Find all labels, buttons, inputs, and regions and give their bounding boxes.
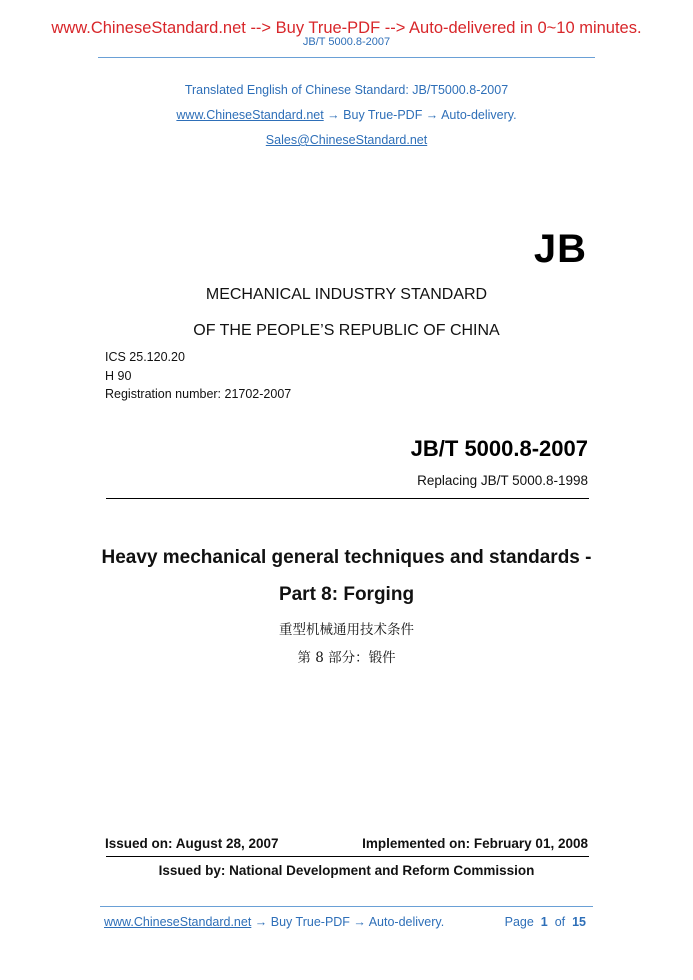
part-title-chinese: 第 8 部分：锻件 [297, 650, 396, 666]
footer-divider [100, 906, 593, 907]
title-chinese: 重型机械通用技术条件 [279, 622, 414, 638]
dates-divider [106, 856, 589, 857]
org-line-2: OF THE PEOPLE’S REPUBLIC OF CHINA [193, 322, 500, 339]
header-divider [98, 57, 595, 58]
title-english: Heavy mechanical general techniques and standards - [101, 547, 592, 568]
sales-email-link[interactable]: Sales@ChineseStandard.net [265, 133, 428, 147]
class-code: H 90 [105, 369, 132, 383]
ics-code: ICS 25.120.20 [105, 350, 185, 364]
jb-logo: JB [533, 227, 587, 271]
top-banner[interactable]: www.ChineseStandard.net --> Buy True-PDF --> Auto-delivered in 0~10 minutes. [51, 19, 642, 37]
registration-number: Registration number: 21702-2007 [105, 387, 292, 401]
site-link[interactable]: www.ChineseStandard.net [176, 108, 324, 122]
standard-number: JB/T 5000.8-2007 [410, 436, 588, 461]
replacing-standard: Replacing JB/T 5000.8-1998 [417, 473, 588, 488]
purchase-text: → Buy True-PDF → Auto-delivery. [323, 108, 517, 122]
page-indicator [505, 915, 586, 929]
issued-by: Issued by: National Development and Reform Commission [158, 863, 535, 878]
page-label: Page [504, 915, 534, 929]
title-divider [106, 498, 589, 499]
header-standard-code: JB/T 5000.8-2007 [302, 36, 391, 48]
footer-purchase-text: → Buy True-PDF → Auto-delivery. [251, 915, 445, 929]
footer-site-link[interactable]: www.ChineseStandard.net [104, 915, 252, 929]
issued-on-date: Issued on: August 28, 2007 [105, 836, 279, 851]
page-of: of [554, 915, 566, 929]
page-current: 1 [540, 915, 548, 929]
page-total: 15 [572, 915, 586, 929]
footer-purchase-line [104, 915, 444, 929]
org-line-1: MECHANICAL INDUSTRY STANDARD [205, 286, 488, 303]
purchase-line [0, 108, 693, 122]
implemented-on-date: Implemented on: February 01, 2008 [362, 836, 588, 851]
part-title-english: Part 8: Forging [278, 584, 415, 605]
email-line [0, 133, 693, 147]
translation-note: Translated English of Chinese Standard: JB/T5000.8-2007 [184, 83, 509, 97]
